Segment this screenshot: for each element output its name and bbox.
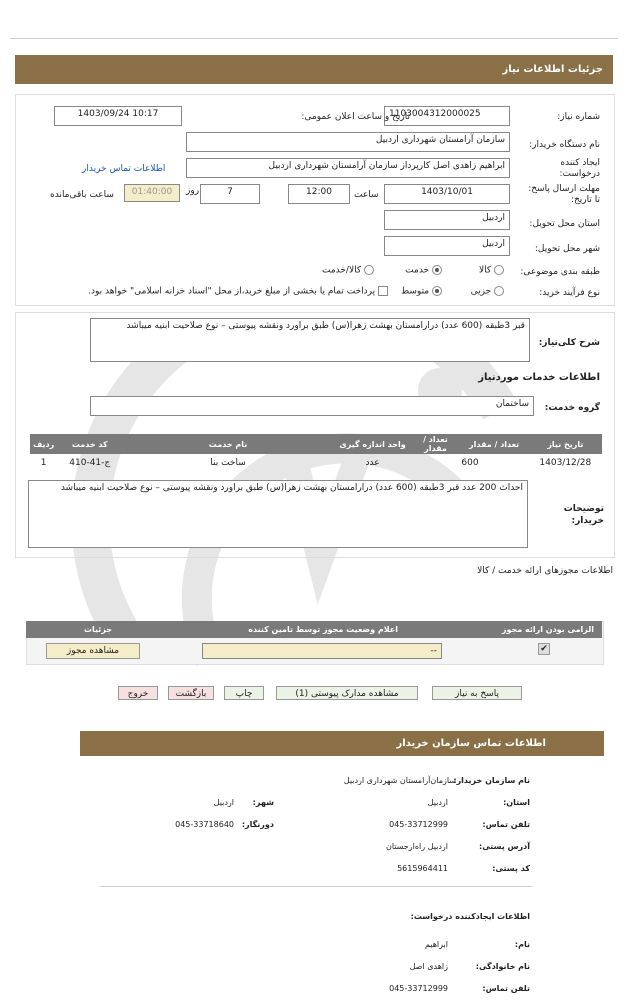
- cell-service-name: ساخت بنا: [210, 458, 246, 468]
- col-service-name: نام خدمت: [122, 434, 334, 454]
- back-button[interactable]: بازگشت: [168, 686, 214, 700]
- contact-city-value: اردبیل: [213, 798, 234, 807]
- buyer-notes-label: توضیحات خریدار:: [563, 504, 604, 526]
- top-divider: [10, 38, 618, 39]
- contact-address-value: اردبیل راه‌ارجستان: [385, 842, 448, 851]
- radio-icon[interactable]: [494, 265, 504, 275]
- remaining-time-field: 01:40:00: [124, 184, 180, 202]
- category-goods-option[interactable]: کالا: [479, 265, 504, 276]
- col-need-date: تاریخ نیاز: [529, 434, 602, 454]
- col-unit: واحد اندازه گیری: [334, 434, 412, 454]
- deadline-time-label: ساعت: [354, 190, 379, 200]
- buyer-notes-field[interactable]: احداث 200 عدد قبر 3طبقه (600 عدد) درارامستان بهشت زهرا(س) طبق براورد ونقشه پیوستی – نوع صلاحیت ابنیه میباشد: [28, 480, 528, 548]
- creator-field[interactable]: ابراهیم زاهدی اصل کارپرداز سازمان آرامستان شهرداری اردبیل: [186, 158, 510, 178]
- creator-phone-label: تلفن تماس:: [482, 984, 530, 993]
- col-service-code: کد خدمت: [57, 434, 122, 454]
- table-row: [30, 454, 602, 472]
- buyer-org-field[interactable]: سازمان آرامستان شهرداری اردبیل: [186, 132, 510, 152]
- contact-header: [80, 731, 604, 756]
- page-title: جزئیات اطلاعات نیاز: [502, 64, 603, 75]
- radio-icon[interactable]: [494, 286, 504, 296]
- announce-date-label: تاریخ و ساعت اعلان عمومی:: [301, 112, 410, 122]
- contact-postal-label: کد پستی:: [492, 864, 530, 873]
- treasury-payment-option[interactable]: پرداخت تمام یا بخشی از مبلغ خرید،از محل "اسناد خزانه اسلامی" خواهد بود.: [88, 286, 388, 297]
- creator-info-title: اطلاعات ایجادکننده درخواست:: [410, 912, 530, 921]
- print-button[interactable]: چاپ: [224, 686, 264, 700]
- radio-icon[interactable]: [364, 265, 374, 275]
- contact-phone-label: تلفن تماس:: [482, 820, 530, 829]
- creator-phone-value: 045-33712999: [389, 984, 448, 993]
- creator-label: ایجاد کننده درخواست:: [559, 158, 600, 179]
- permit-required-checkbox-icon: ✔: [538, 643, 550, 655]
- contact-city-label: شهر:: [252, 798, 274, 807]
- radio-selected-icon[interactable]: [432, 286, 442, 296]
- exit-button[interactable]: خروج: [118, 686, 158, 700]
- service-group-label: گروه خدمت:: [544, 403, 600, 413]
- cell-service-code: ج-41-410: [69, 458, 111, 468]
- permit-details-col: جزئیات: [84, 625, 113, 634]
- view-permit-button[interactable]: مشاهده مجوز: [46, 643, 140, 659]
- services-table: [30, 434, 602, 472]
- category-mixed-option[interactable]: کالا/خدمت: [322, 265, 374, 276]
- table-header-row: [30, 434, 602, 454]
- cell-qty: 600: [461, 458, 479, 468]
- category-label: طبقه بندی موضوعی:: [520, 267, 600, 277]
- services-title: اطلاعات خدمات موردنیاز: [478, 372, 600, 383]
- reply-button[interactable]: پاسخ به نیاز: [432, 686, 522, 700]
- contact-divider: [100, 886, 532, 887]
- buyer-contact-link[interactable]: اطلاعات تماس خریدار: [82, 164, 166, 174]
- province-field[interactable]: اردبیل: [384, 210, 510, 230]
- contact-address-label: آدرس پستی:: [479, 842, 530, 851]
- col-row: ردیف: [30, 434, 57, 454]
- contact-phone-value: 045-33712999: [389, 820, 448, 829]
- need-number-label: شماره نیاز:: [557, 112, 600, 122]
- service-group-field[interactable]: ساختمان: [90, 396, 534, 416]
- remaining-label: ساعت باقی‌مانده: [50, 190, 114, 200]
- permit-status-col: اعلام وضعیت مجوز توسط تامین کننده: [248, 625, 398, 634]
- deadline-label: مهلت ارسال پاسخ: تا تاریخ:: [528, 184, 600, 205]
- announce-date-field[interactable]: 1403/09/24 10:17: [54, 106, 182, 126]
- contact-title: اطلاعات تماس سازمان خریدار: [396, 738, 546, 749]
- process-label: نوع فرآیند خرید:: [539, 288, 600, 298]
- days-field[interactable]: 7: [200, 184, 260, 204]
- creator-name-value: ابراهیم: [424, 940, 448, 949]
- description-label: شرح کلی‌نیاز:: [538, 338, 600, 348]
- contact-org-label: نام سازمان خریدار:: [453, 776, 530, 785]
- description-field[interactable]: قبر 3طبقه (600 عدد) درارامستان بهشت زهرا(س) طبق براورد ونقشه پیوستی – نوع صلاحیت ابنیه میباشد: [90, 318, 530, 362]
- buyer-org-label: نام دستگاه خریدار:: [529, 140, 600, 150]
- col-qty: تعداد / مقدار: [460, 434, 529, 454]
- contact-province-value: اردبیل: [427, 798, 448, 807]
- need-number-field[interactable]: 1103004312000025: [384, 106, 510, 126]
- creator-family-value: زاهدی اصل: [409, 962, 448, 971]
- contact-fax-value: 045-33718640: [175, 820, 234, 829]
- contact-postal-value: 5615964411: [397, 864, 448, 873]
- day-label: روز: [186, 186, 200, 196]
- cell-row: 1: [40, 458, 47, 468]
- creator-family-label: نام خانوادگی:: [475, 962, 530, 971]
- process-medium-option[interactable]: متوسط: [401, 286, 442, 297]
- permits-title: اطلاعات مجوزهای ارائه خدمت / کالا: [477, 566, 613, 576]
- contact-fax-label: دورنگار:: [241, 820, 274, 829]
- col-count: تعداد / مقدار: [423, 435, 448, 453]
- category-service-option[interactable]: خدمت: [405, 265, 442, 276]
- view-documents-button[interactable]: مشاهده مدارک پیوستی (1): [276, 686, 418, 700]
- city-field[interactable]: اردبیل: [384, 236, 510, 256]
- cell-unit: عدد: [365, 458, 380, 468]
- city-label: شهر محل تحویل:: [534, 244, 600, 254]
- cell-need-date: 1403/12/28: [539, 458, 592, 468]
- permit-required-col: الزامی بودن ارائه مجوز: [501, 625, 594, 634]
- process-minor-option[interactable]: جزیی: [471, 286, 504, 297]
- deadline-date-field[interactable]: 1403/10/01: [384, 184, 510, 204]
- checkbox-icon[interactable]: [378, 286, 388, 296]
- permit-status-field[interactable]: --: [202, 643, 442, 659]
- contact-org-value: سازمان‌آرامستان شهرداری اردبیل: [343, 776, 456, 785]
- creator-name-label: نام:: [514, 940, 530, 949]
- radio-selected-icon[interactable]: [432, 265, 442, 275]
- page-header: [15, 55, 613, 84]
- deadline-time-field[interactable]: 12:00: [288, 184, 350, 204]
- province-label: استان محل تحویل:: [529, 219, 600, 229]
- contact-province-label: استان:: [503, 798, 530, 807]
